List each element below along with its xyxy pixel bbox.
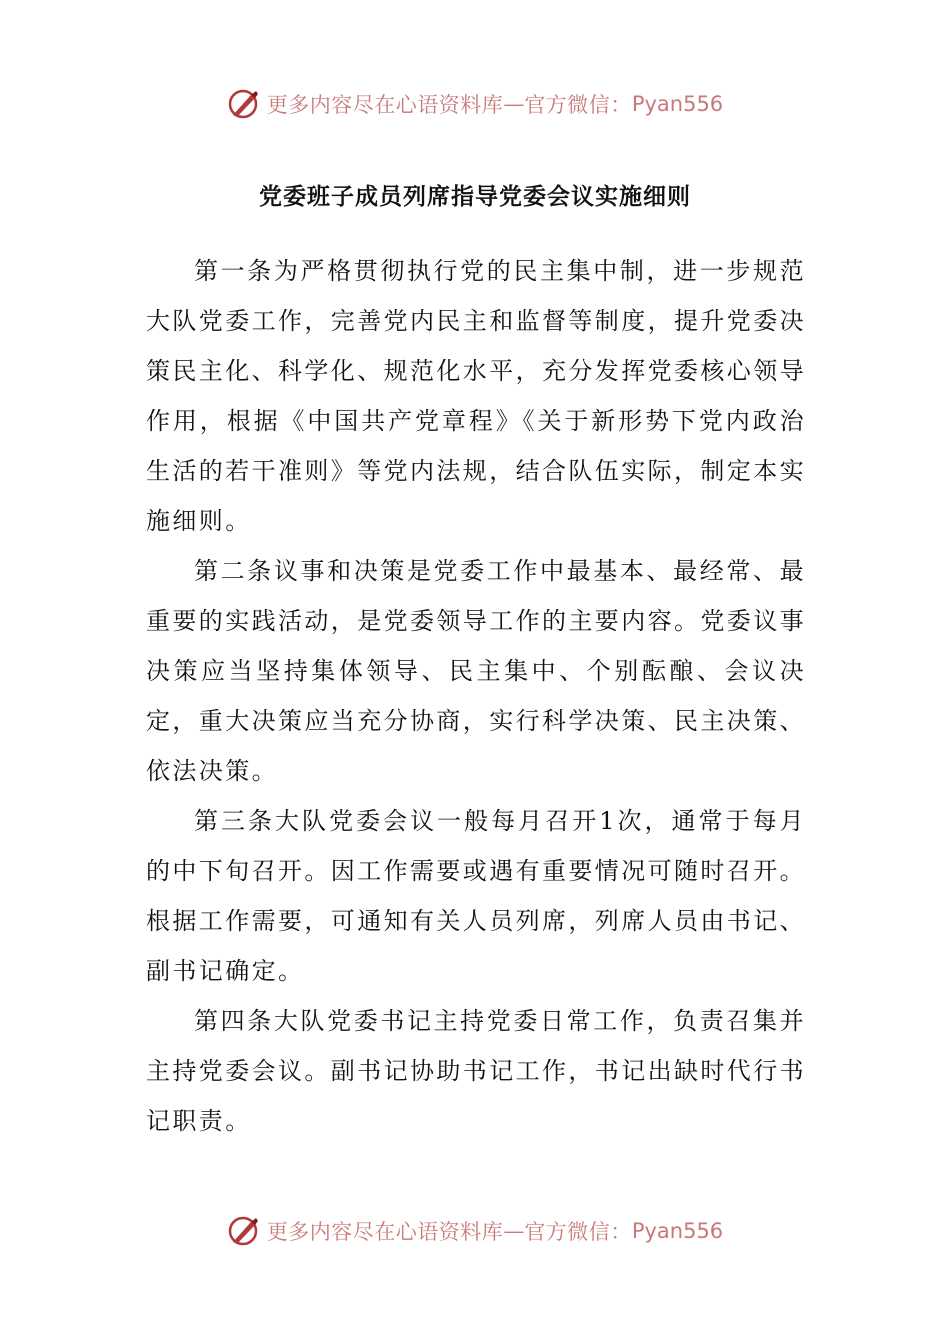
article-3-paragraph: 第三条大队党委会议一般每月召开1次，通常于每月的中下旬召开。因工作需要或遇有重要情况可随时召开。根据工作需要，可通知有关人员列席，列席人员由书记、副书记确定。 xyxy=(146,807,806,985)
article-1-paragraph: 第一条为严格贯彻执行党的民主集中制，进一步规范大队党委工作，完善党内民主和监督等制度，提升党委决策民主化、科学化、规范化水平，充分发挥党委核心领导作用，根据《中国共产党章程》《关于新形势下党内政治生活的若干准则》等党内法规，结合队伍实际，制定本实施细则。 xyxy=(146,257,806,535)
article-2-paragraph: 第二条议事和决策是党委工作中最基本、最经常、最重要的实践活动，是党委领导工作的主要内容。党委议事决策应当坚持集体领导、民主集中、个别酝酿、会议决定，重大决策应当充分协商，实行科学决策、民主决策、依法决策。 xyxy=(146,557,806,785)
watermark-wechat-id: Pyan556 xyxy=(631,1219,724,1243)
watermark-wechat-id: Pyan556 xyxy=(631,92,724,116)
watermark-separator: — xyxy=(503,1219,525,1243)
watermark-wechat-label: 官方微信： xyxy=(524,93,632,117)
document-title: 党委班子成员列席指导党委会议实施细则 xyxy=(259,184,691,210)
watermark-banner-bottom xyxy=(0,1211,950,1251)
article-4-paragraph: 第四条大队党委书记主持党委日常工作，负责召集并主持党委会议。副书记协助书记工作，书记出缺时代行书记职责。 xyxy=(146,1007,806,1135)
watermark-wechat-label: 官方微信： xyxy=(524,1220,632,1244)
watermark-banner-top xyxy=(0,84,950,124)
pen-logo-icon xyxy=(227,1214,261,1248)
watermark-separator: — xyxy=(503,92,525,116)
watermark-brand-text: 更多内容尽在心语资料库 xyxy=(266,1220,504,1244)
watermark-brand-text: 更多内容尽在心语资料库 xyxy=(266,93,504,117)
pen-logo-icon xyxy=(227,87,261,121)
document-body xyxy=(146,246,806,1146)
